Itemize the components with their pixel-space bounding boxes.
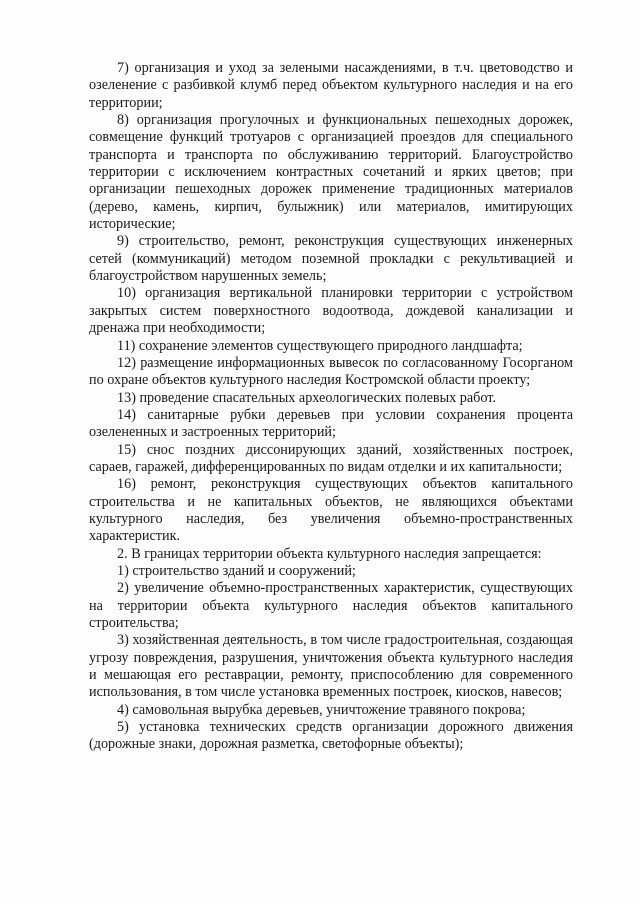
prohibition-item-4: 4) самовольная вырубка деревьев, уничтожение травяного покрова;	[117, 701, 526, 718]
paragraph-item-7: 7) организация и уход за зелеными насаждениями, в т.ч. цветоводство и озеленение с разбивкой клумб перед объектом культурного наследия и на его территории;	[89, 60, 573, 111]
paragraph-item-8: 8) организация прогулочных и функциональных пешеходных дорожек, совмещение функций тротуаров с организацией проездов для специального транспорта и транспорта по обслуживанию территорий. Благоустройство территории с исключением контрастных сочетаний и ярких цветов; при организации пешеходных дорожек применение традиционных материалов (дерево, камень, кирпич, булыжник) или материалов, имитирующих исторические;	[89, 112, 573, 233]
paragraph-item-14: 14) санитарные рубки деревьев при условии сохранения процента озелененных и застроенных территорий;	[89, 406, 573, 441]
paragraph-item-9: 9) строительство, ремонт, реконструкция существующих инженерных сетей (коммуникаций) методом поземной прокладки с рекультивацией и благоустройством нарушенных земель;	[89, 233, 573, 285]
paragraph-item-16: 16) ремонт, реконструкция существующих объектов капитального строительства и не капитальных объектов, не являющихся объектами культурного наследия, без увеличения объемно-пространственных характеристик.	[89, 476, 573, 545]
paragraph-item-15: 15) снос поздних диссонирующих зданий, хозяйственных построек, сараев, гаражей, дифференцированных по видам отделки и их капитальности;	[89, 441, 573, 475]
section-heading-2: 2. В границах территории объекта культурного наследия запрещается:	[117, 545, 542, 562]
prohibition-item-1: 1) строительство зданий и сооружений;	[117, 562, 356, 579]
paragraph-item-12: 12) размещение информационных вывесок по согласованному Госорганом по охране объектов культурного наследия Костромской области проекту;	[89, 354, 573, 389]
document-body	[89, 60, 573, 754]
paragraph-item-11: 11) сохранение элементов существующего природного ландшафта;	[117, 337, 523, 354]
prohibition-item-3: 3) хозяйственная деятельность, в том числе градостроительная, создающая угрозу повреждения, разрушения, уничтожения объекта культурного наследия и мешающая его реставрации, ремонту, приспособлению для современного использования, в том числе установка временных построек, киосков, навесов;	[89, 632, 573, 701]
paragraph-item-10: 10) организация вертикальной планировки территории с устройством закрытых систем поверхностного водоотвода, дождевой канализации и дренажа при необходимости;	[89, 285, 573, 337]
prohibition-item-5: 5) установка технических средств организации дорожного движения (дорожные знаки, дорожная разметка, светофорные объекты);	[89, 719, 573, 753]
prohibition-item-2: 2) увеличение объемно-пространственных характеристик, существующих на территории объекта культурного наследия объектов капитального строительства;	[89, 580, 573, 631]
paragraph-item-13: 13) проведение спасательных археологических полевых работ.	[117, 389, 496, 406]
